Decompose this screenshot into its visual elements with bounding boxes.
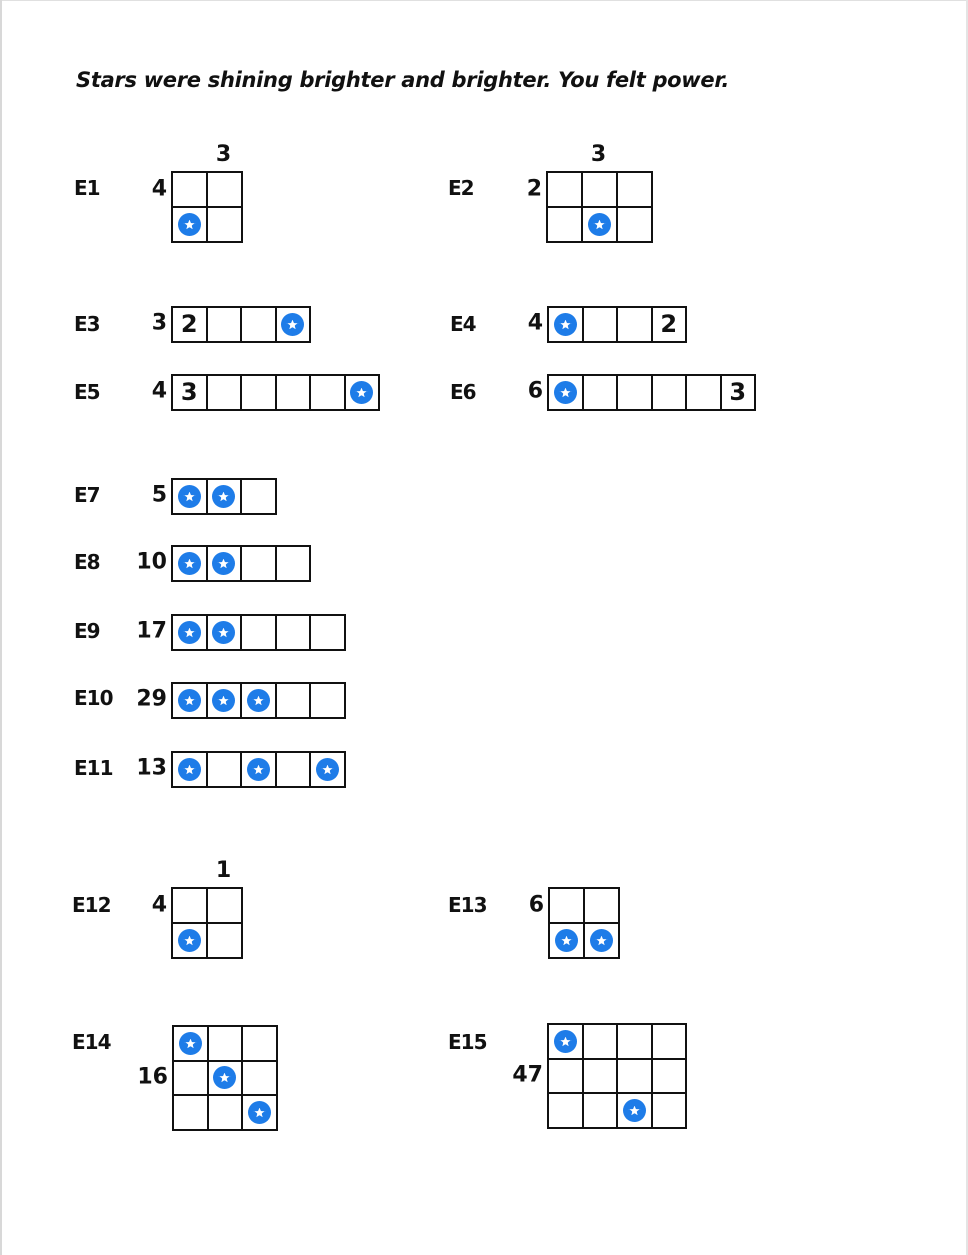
star-icon	[350, 381, 373, 404]
grid-cell[interactable]	[548, 173, 583, 208]
row-clue: 3	[151, 310, 167, 336]
grid-cell-star[interactable]	[550, 924, 585, 959]
grid-cell[interactable]	[277, 753, 312, 788]
grid-cell-star[interactable]	[549, 376, 584, 411]
puzzle-grid	[171, 374, 380, 411]
row-clue: 2	[526, 176, 542, 201]
puzzle-label: E15	[448, 1030, 487, 1054]
page-edge	[0, 0, 2, 1255]
grid-cell[interactable]	[242, 616, 277, 651]
star-icon	[247, 689, 270, 712]
puzzle-grid	[171, 478, 277, 515]
puzzle-label: E4	[450, 312, 476, 336]
grid-cell-star[interactable]	[549, 1025, 584, 1060]
grid-cell[interactable]	[584, 1094, 619, 1129]
star-icon	[248, 1101, 271, 1124]
grid-cell[interactable]	[549, 1094, 584, 1129]
puzzle-grid	[546, 171, 653, 243]
grid-cell[interactable]	[208, 173, 243, 208]
star-icon	[178, 929, 201, 952]
grid-cell-star[interactable]	[583, 208, 618, 243]
star-icon	[212, 621, 235, 644]
grid-cell[interactable]	[653, 1094, 688, 1129]
grid-cell[interactable]	[618, 1060, 653, 1095]
grid-cell[interactable]	[585, 889, 620, 924]
grid-cell[interactable]	[174, 1096, 209, 1131]
grid-cell[interactable]	[311, 616, 346, 651]
row-clue: 6	[528, 892, 544, 917]
grid-cell[interactable]	[242, 547, 277, 582]
grid-cell[interactable]	[242, 308, 277, 343]
grid-cell[interactable]	[209, 1027, 244, 1062]
star-icon	[590, 929, 613, 952]
column-clue: 3	[215, 142, 232, 167]
star-icon	[554, 313, 577, 336]
grid-cell[interactable]	[584, 1025, 619, 1060]
grid-cell[interactable]	[277, 616, 312, 651]
grid-cell[interactable]	[584, 308, 619, 343]
grid-cell[interactable]	[174, 1062, 209, 1097]
puzzle-grid	[171, 887, 243, 959]
row-clue: 13	[136, 755, 167, 781]
grid-cell-star[interactable]	[173, 753, 208, 788]
star-icon	[178, 552, 201, 575]
grid-cell[interactable]	[208, 308, 243, 343]
puzzle-label: E2	[448, 176, 474, 200]
grid-cell-star[interactable]	[243, 1096, 278, 1131]
grid-cell-star[interactable]	[208, 480, 243, 515]
puzzle-label: E12	[72, 893, 111, 917]
grid-cell-star[interactable]	[208, 684, 243, 719]
star-icon	[213, 1066, 236, 1089]
star-icon	[588, 213, 611, 236]
grid-cell[interactable]	[208, 889, 243, 924]
star-icon	[212, 552, 235, 575]
star-icon	[554, 381, 577, 404]
puzzle-grid	[171, 545, 311, 582]
star-icon	[178, 621, 201, 644]
grid-cell[interactable]	[549, 1060, 584, 1095]
grid-cell-star[interactable]	[311, 753, 346, 788]
star-icon	[179, 1032, 202, 1055]
star-icon	[178, 689, 201, 712]
grid-cell-star[interactable]	[277, 308, 312, 343]
puzzle-grid	[547, 374, 756, 411]
row-clue: 4	[151, 176, 167, 201]
grid-cell-star[interactable]	[173, 208, 208, 243]
puzzle-label: E14	[72, 1030, 111, 1054]
grid-cell[interactable]	[550, 889, 585, 924]
puzzle-label: E9	[74, 619, 100, 643]
grid-cell-star[interactable]	[346, 376, 381, 411]
puzzle-grid	[548, 887, 620, 959]
grid-cell[interactable]	[653, 1025, 688, 1060]
star-icon	[316, 758, 339, 781]
puzzle-grid	[547, 1023, 687, 1129]
star-icon	[281, 313, 304, 336]
grid-cell[interactable]	[208, 753, 243, 788]
grid-cell-star[interactable]	[173, 480, 208, 515]
row-clue: 4	[151, 892, 167, 917]
puzzle-label: E8	[74, 550, 100, 574]
grid-cell[interactable]	[243, 1027, 278, 1062]
page-edge	[0, 0, 968, 1]
grid-cell-star[interactable]	[585, 924, 620, 959]
grid-cell[interactable]	[687, 376, 722, 411]
column-clue: 3	[590, 142, 607, 167]
grid-cell[interactable]	[618, 208, 653, 243]
grid-cell[interactable]	[242, 376, 277, 411]
grid-cell[interactable]	[173, 889, 208, 924]
grid-cell[interactable]	[618, 173, 653, 208]
grid-cell[interactable]	[277, 547, 312, 582]
row-clue: 10	[136, 549, 167, 575]
row-clue: 4	[151, 378, 167, 404]
grid-cell[interactable]	[618, 308, 653, 343]
grid-cell-star[interactable]	[549, 308, 584, 343]
grid-cell-star[interactable]	[173, 924, 208, 959]
grid-cell[interactable]	[311, 684, 346, 719]
grid-cell[interactable]	[208, 376, 243, 411]
grid-cell[interactable]	[208, 208, 243, 243]
grid-cell[interactable]	[583, 173, 618, 208]
puzzle-grid	[171, 306, 311, 343]
puzzle-label: E10	[74, 686, 113, 710]
puzzle-grid	[171, 171, 243, 243]
grid-cell-star[interactable]	[173, 616, 208, 651]
puzzle-grid	[171, 751, 346, 788]
row-clue: 4	[527, 310, 543, 336]
star-icon	[554, 1030, 577, 1053]
grid-cell[interactable]	[548, 208, 583, 243]
puzzle-label: E1	[74, 176, 100, 200]
column-clue: 1	[215, 858, 232, 883]
star-icon	[623, 1099, 646, 1122]
puzzle-label: E5	[74, 380, 100, 404]
grid-cell[interactable]	[653, 1060, 688, 1095]
intro-text: Stars were shining brighter and brighter. You felt power.	[76, 68, 730, 92]
grid-cell-star[interactable]	[242, 684, 277, 719]
puzzle-label: E7	[74, 483, 100, 507]
star-icon	[212, 689, 235, 712]
row-clue: 29	[136, 686, 167, 712]
star-icon	[178, 213, 201, 236]
star-icon	[212, 485, 235, 508]
puzzle-grid	[171, 682, 346, 719]
puzzle-grid	[171, 614, 346, 651]
star-icon	[555, 929, 578, 952]
grid-cell[interactable]	[618, 376, 653, 411]
grid-cell[interactable]	[584, 1060, 619, 1095]
grid-cell[interactable]	[208, 924, 243, 959]
star-icon	[178, 485, 201, 508]
grid-cell-star[interactable]	[174, 1027, 209, 1062]
grid-cell-number[interactable]: 2	[173, 308, 208, 343]
grid-cell[interactable]	[584, 376, 619, 411]
grid-cell[interactable]	[618, 1025, 653, 1060]
row-clue: 6	[527, 378, 543, 404]
grid-cell[interactable]	[243, 1062, 278, 1097]
grid-cell-star[interactable]	[208, 616, 243, 651]
grid-cell-number[interactable]: 3	[173, 376, 208, 411]
puzzle-label: E6	[450, 380, 476, 404]
grid-cell[interactable]	[311, 376, 346, 411]
grid-cell-star[interactable]	[173, 547, 208, 582]
grid-cell[interactable]	[173, 173, 208, 208]
puzzle-grid	[172, 1025, 278, 1131]
row-clue: 47	[512, 1062, 543, 1088]
grid-cell[interactable]	[242, 480, 277, 515]
puzzle-label: E3	[74, 312, 100, 336]
grid-cell-number[interactable]: 3	[722, 376, 757, 411]
grid-cell-star[interactable]	[618, 1094, 653, 1129]
row-clue: 5	[151, 482, 167, 508]
grid-cell-star[interactable]	[242, 753, 277, 788]
grid-cell[interactable]	[277, 376, 312, 411]
row-clue: 16	[137, 1064, 168, 1090]
grid-cell-star[interactable]	[173, 684, 208, 719]
row-clue: 17	[136, 618, 167, 644]
grid-cell-star[interactable]	[209, 1062, 244, 1097]
grid-cell-number[interactable]: 2	[653, 308, 688, 343]
grid-cell[interactable]	[209, 1096, 244, 1131]
star-icon	[247, 758, 270, 781]
puzzle-label: E11	[74, 756, 113, 780]
puzzle-grid	[547, 306, 687, 343]
grid-cell[interactable]	[277, 684, 312, 719]
star-icon	[178, 758, 201, 781]
grid-cell[interactable]	[653, 376, 688, 411]
puzzle-label: E13	[448, 893, 487, 917]
grid-cell-star[interactable]	[208, 547, 243, 582]
